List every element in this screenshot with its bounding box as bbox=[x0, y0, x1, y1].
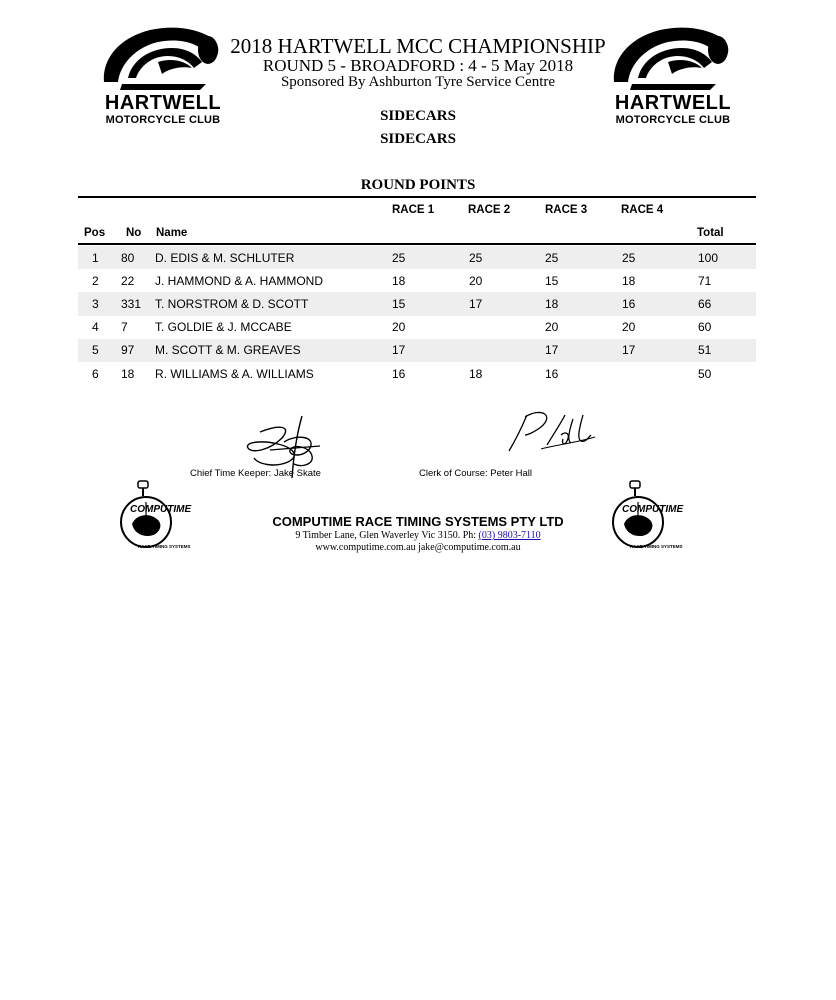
computime-tagline: RACE TIMING SYSTEMS bbox=[138, 544, 191, 549]
company-address bbox=[0, 530, 836, 541]
computime-wordmark: COMPUTIME bbox=[622, 504, 684, 515]
company-contact: www.computime.com.au jake@computime.com.au bbox=[315, 542, 521, 553]
cell-name: J. HAMMOND & A. HAMMOND bbox=[155, 273, 324, 288]
top-divider bbox=[78, 196, 756, 198]
address-text: 9 Timber Lane, Glen Waverley Vic 3150. Ph: bbox=[295, 530, 477, 541]
col-pos: Pos bbox=[84, 227, 106, 239]
cell-race4: 16 bbox=[622, 292, 698, 315]
cell-no: 7 bbox=[121, 320, 128, 335]
cell-no: 331 bbox=[113, 292, 155, 315]
cell-pos: 3 bbox=[78, 292, 113, 315]
cell-race2: 20 bbox=[469, 273, 483, 288]
table-row bbox=[78, 362, 756, 385]
computime-tagline: RACE TIMING SYSTEMS bbox=[630, 544, 683, 549]
computime-wordmark: COMPUTIME bbox=[130, 504, 192, 515]
cell-race3: 20 bbox=[545, 320, 559, 335]
clerk-caption: Clerk of Course: Peter Hall bbox=[419, 468, 532, 479]
cell-race1: 17 bbox=[392, 339, 469, 362]
col-race2: RACE 2 bbox=[468, 204, 511, 216]
table-row bbox=[78, 339, 756, 362]
cell-name: D. EDIS & M. SCHLUTER bbox=[155, 246, 392, 269]
timekeeper-caption: Chief Time Keeper: Jake Skate bbox=[190, 468, 321, 479]
cell-pos: 6 bbox=[92, 366, 99, 381]
cell-race2: 17 bbox=[469, 292, 545, 315]
cell-pos: 2 bbox=[92, 273, 99, 288]
cell-pos: 1 bbox=[78, 246, 113, 269]
cell-total: 100 bbox=[698, 246, 756, 269]
cell-race1: 18 bbox=[392, 273, 406, 288]
col-no: No bbox=[126, 227, 142, 239]
cell-race3: 17 bbox=[545, 339, 622, 362]
cell-total: 50 bbox=[698, 366, 712, 381]
cell-no: 97 bbox=[113, 339, 155, 362]
cell-total: 71 bbox=[698, 273, 712, 288]
cell-race3: 18 bbox=[545, 292, 622, 315]
section-title: ROUND POINTS bbox=[360, 177, 476, 193]
cell-race1: 16 bbox=[392, 366, 406, 381]
cell-race2: 18 bbox=[469, 366, 483, 381]
cell-race1: 15 bbox=[392, 292, 469, 315]
logo-line1: HARTWELL bbox=[104, 92, 222, 114]
class-subtitle: SIDECARS bbox=[380, 131, 456, 147]
cell-race4: 20 bbox=[622, 320, 636, 335]
round-subtitle: ROUND 5 - BROADFORD : 4 - 5 May 2018 bbox=[262, 56, 574, 75]
cell-no: 22 bbox=[121, 273, 135, 288]
table-row bbox=[78, 269, 756, 292]
col-race1: RACE 1 bbox=[392, 204, 435, 216]
championship-title: 2018 HARTWELL MCC CHAMPIONSHIP bbox=[230, 34, 606, 58]
cell-race1: 20 bbox=[392, 320, 406, 335]
cell-total: 51 bbox=[698, 339, 756, 362]
cell-pos: 5 bbox=[78, 339, 113, 362]
cell-pos: 4 bbox=[92, 320, 99, 335]
header-divider bbox=[78, 243, 756, 245]
cell-race3: 15 bbox=[545, 273, 559, 288]
cell-name: T. GOLDIE & J. MCCABE bbox=[155, 320, 292, 335]
cell-name: R. WILLIAMS & A. WILLIAMS bbox=[155, 366, 314, 381]
cell-race1: 25 bbox=[392, 246, 469, 269]
cell-name: M. SCOTT & M. GREAVES bbox=[155, 339, 392, 362]
phone-link[interactable]: (03) 9803-7110 bbox=[478, 530, 541, 541]
cell-race3: 16 bbox=[545, 366, 559, 381]
logo-line1: HARTWELL bbox=[614, 92, 732, 114]
col-total: Total bbox=[697, 227, 724, 239]
cell-race2 bbox=[469, 316, 545, 339]
company-name: COMPUTIME RACE TIMING SYSTEMS PTY LTD bbox=[272, 514, 564, 529]
table-row bbox=[78, 246, 756, 269]
col-name: Name bbox=[156, 227, 188, 239]
cell-race2: 25 bbox=[469, 246, 545, 269]
col-race3: RACE 3 bbox=[545, 204, 588, 216]
logo-line2: MOTORCYCLE CLUB bbox=[105, 114, 221, 126]
results-table bbox=[78, 246, 756, 385]
col-race4: RACE 4 bbox=[621, 204, 664, 216]
sponsor-line: Sponsored By Ashburton Tyre Service Centre bbox=[280, 74, 556, 90]
table-row bbox=[78, 316, 756, 339]
cell-race4: 17 bbox=[622, 339, 698, 362]
cell-race4: 18 bbox=[622, 273, 636, 288]
cell-total: 66 bbox=[698, 292, 756, 315]
logo-line2: MOTORCYCLE CLUB bbox=[615, 114, 731, 126]
cell-race3: 25 bbox=[545, 246, 622, 269]
cell-no: 80 bbox=[113, 246, 155, 269]
cell-race4 bbox=[622, 362, 698, 385]
clerk-signature bbox=[505, 405, 600, 460]
cell-no: 18 bbox=[121, 366, 135, 381]
cell-race4: 25 bbox=[622, 246, 698, 269]
cell-race2 bbox=[469, 339, 545, 362]
class-title: SIDECARS bbox=[380, 108, 456, 124]
cell-total: 60 bbox=[698, 320, 712, 335]
cell-name: T. NORSTROM & D. SCOTT bbox=[155, 292, 392, 315]
table-row bbox=[78, 292, 756, 315]
